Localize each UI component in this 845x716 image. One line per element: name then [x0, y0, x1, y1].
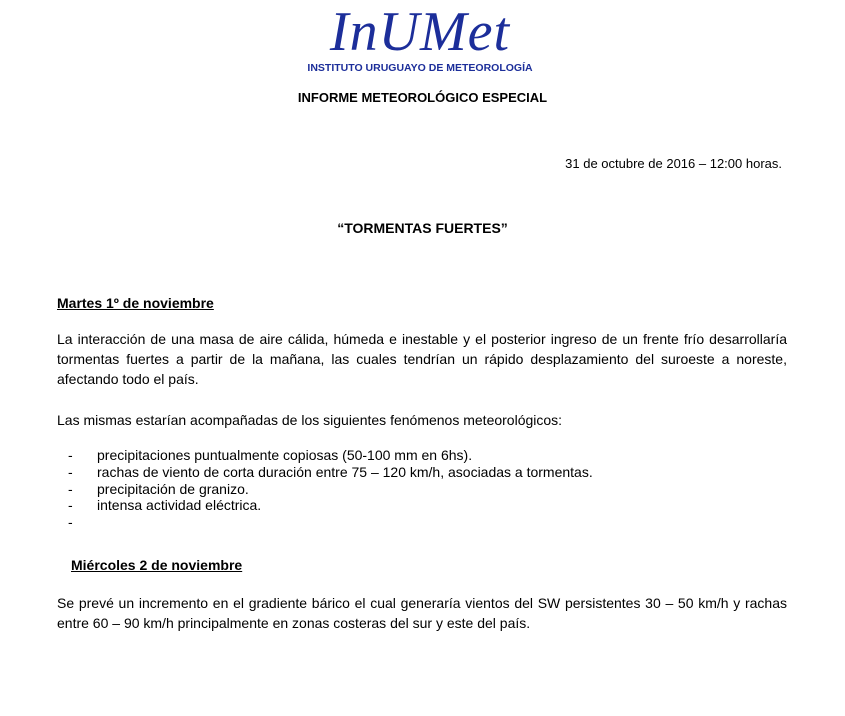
bullet-marker: -	[68, 480, 73, 497]
list-item	[57, 514, 593, 531]
report-title: INFORME METEOROLÓGICO ESPECIAL	[297, 90, 548, 105]
bullet-marker: -	[68, 447, 73, 463]
paragraph-gradiente: Se prevé un incremento en el gradiente bárico el cual generaría vientos del SW persistentes 30 – 50 km/h y rachas entre 60 – 90 km/h principalmente en zonas costeras del sur y este del país.	[57, 595, 787, 631]
headline: “TORMENTAS FUERTES”	[337, 220, 508, 236]
list-item	[57, 464, 593, 481]
list-item	[57, 497, 593, 514]
section-heading-miercoles: Miércoles 2 de noviembre	[71, 557, 243, 573]
list-item-text: precipitaciones puntualmente copiosas (50-100 mm en 6hs).	[97, 447, 473, 463]
paragraph-fenomenos-intro: Las mismas estarían acompañadas de los siguientes fenómenos meteorológicos:	[57, 412, 563, 428]
list-item	[57, 481, 593, 498]
list-item-text: precipitación de granizo.	[97, 480, 249, 497]
paragraph-interaccion: La interacción de una masa de aire cálida, húmeda e inestable y el posterior ingreso de un frente frío desarrollaría tormentas fuertes a partir de la mañana, las cuales tendrían un rápido desplazamiento del suroeste a noreste, afectando todo el país.	[57, 331, 787, 387]
list-item-text: intensa actividad eléctrica.	[97, 497, 262, 514]
report-date: 31 de octubre de 2016 – 12:00 horas.	[565, 156, 782, 171]
section-heading-martes: Martes 1º de noviembre	[57, 295, 214, 311]
phenomena-list	[57, 447, 593, 531]
logo-wordmark: InUMet	[329, 1, 511, 63]
bullet-marker: -	[68, 514, 73, 531]
bullet-marker: -	[68, 463, 73, 480]
logo-subtitle: INSTITUTO URUGUAYO DE METEOROLOGÍA	[307, 62, 533, 74]
bullet-marker: -	[68, 497, 73, 514]
list-item	[57, 447, 593, 464]
list-item-text: rachas de viento de corta duración entre 75 – 120 km/h, asociadas a tormentas.	[97, 463, 593, 480]
inumet-logo	[290, 1, 550, 74]
